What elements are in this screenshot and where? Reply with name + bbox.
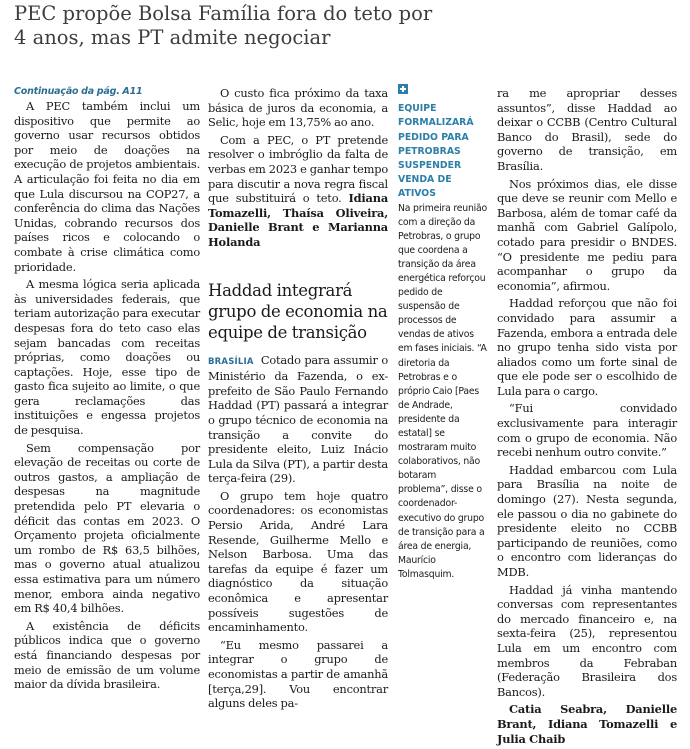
paragraph: O grupo tem hoje quatro coordenadores: os economistas Persio Arida, André Lara Resende, Guilherme Mello e Nelson Barbosa. Uma das tarefas da equipe é fazer um diagnóstico da situação econômica e apresentar possíveis sugestões de encaminhamento. (208, 488, 388, 635)
paragraph: Sem compensação por elevação de receitas ou corte de outros gastos, a ampliação de despesas na magnitude pretendida pelo PT elevaria o déficit das contas em 2023. O Orçamento projeta oficialmente um rombo de R$ 63,5 bilhões, mas o governo atual atualizou essa estimativa para um número menor, embora ainda negativo em R$ 40,4 bilhões. (14, 440, 200, 616)
paragraph: “Eu mesmo passarei a integrar o grupo de economistas a partir de amanhã [terça,29]. Vou encontrar alguns deles pa- (208, 637, 388, 711)
headline: PEC propõe Bolsa Família fora do teto por 4 anos, mas PT admite negociar (14, 2, 433, 49)
lead-paragraph (208, 353, 388, 486)
paragraph: Nos próximos dias, ele disse que deve se reunir com Mello e Barbosa, além de tomar café da manhã com Gabriel Galípolo, cotado para presidir o BNDES. “O presidente me pediu para acompanhar o grupo da economia”, afirmou. (497, 176, 677, 293)
paragraph: Haddad já vinha mantendo conversas com representantes do mercado financeiro e, na sexta-feira (25), representou Lula em um encontro com membros da Febraban (Federação Brasileira dos Bancos). (497, 582, 677, 699)
sidebar-body: Na primeira reunião com a direção da Petrobras, o grupo que coordena a transição da área energética reforçou pedido de suspensão de processos de vendas de ativos em fases iniciais. “A diretoria da Petrobras e o próprio Caio [Paes de Andrade, presidente da estatal] se mostraram muito colaborativos, não botaram problema”, disse o coordenador-executivo do grupo de transição para a área de energia, Maurício Tolmasquim. (398, 202, 488, 580)
paragraph: Haddad reforçou que não foi convidado para assumir a Fazenda, embora a entrada dele no grupo tenha sido vista por aliados como um forte sinal de que ele pode ser o escolhido de Lula para o cargo. (497, 296, 677, 398)
paragraph: “Fui convidado exclusivamente para interagir com o grupo de economia. Não recebi nenhum outro convite.” (497, 401, 677, 460)
byline: Idiana Tomazelli, Thaísa Oliveira, Danielle Brant e Marianna Holanda (208, 191, 388, 249)
paragraph: ra me apropriar desses assuntos”, disse Haddad ao deixar o CCBB (Centro Cultural Banco do Brasil), sede do governo de transição, em Brasília. (497, 86, 677, 173)
byline: Catia Seabra, Danielle Brant, Idiana Tomazelli e Julia Chaib (497, 702, 677, 746)
article-column-2 (208, 86, 388, 714)
sidebar-box (398, 84, 488, 582)
paragraph: A mesma lógica seria aplicada às universidades federais, que teriam autorização para executar despesas fora do teto caso elas sejam bancadas com receitas próprias, como doações ou captações. Hoje, esse tipo de gasto fica sujeito ao limite, o que gera reclamações das instituições e engessa projetos de pesquisa. (14, 277, 200, 438)
paragraph: A existência de déficits públicos indica que o governo está financiando despesas por meio de emissão de um volume maior da dívida brasileira. (14, 618, 200, 692)
plus-icon (398, 84, 408, 94)
lead-text: Cotado para assumir o Ministério da Fazenda, o ex-prefeito de São Paulo Fernando Haddad (PT) passará a integrar o grupo técnico de economia na transição a convite do presidente eleito, Luiz Inácio Lula da Silva (PT), a partir desta terça-feira (29). (208, 352, 388, 486)
sidebar-title: EQUIPE FORMALIZARÁ PEDIDO PARA PETROBRAS SUSPENDER VENDA DE ATIVOS (398, 103, 474, 200)
article-column-1 (14, 86, 200, 695)
paragraph-text: Com a PEC, o PT pretende resolver o imbróglio da falta de verbas em 2023 e ganhar tempo para discutir a nova regra fiscal que substituirá o teto. (208, 132, 388, 206)
paragraph: O custo fica próximo da taxa básica de juros da economia, a Selic, hoje em 13,75% ao ano. (208, 86, 388, 130)
continuation-label: Continuação da pág. A11 (14, 86, 143, 97)
paragraph: A PEC também inclui um dispositivo que permite ao governo usar recursos obtidos por meio de doações na execução de projetos ambientais. A articulação foi feita no dia em que Lula discursou na COP27, a conferência do clima das Nações Unidas, cobrando recursos dos países ricos e colocando o combate à crise climática como prioridade. (14, 99, 200, 274)
dateline: BRASÍLIA (208, 356, 254, 367)
paragraph: Haddad embarcou com Lula para Brasília na noite de domingo (27). Nesta segunda, ele passou o dia no gabinete do presidente eleito no CCBB participando de reuniões, como o encontro com lideranças do MDB. (497, 462, 677, 579)
article-column-4 (497, 86, 677, 749)
paragraph (208, 133, 388, 250)
subhead: Haddad integrará grupo de economia na equipe de transição (208, 280, 388, 342)
